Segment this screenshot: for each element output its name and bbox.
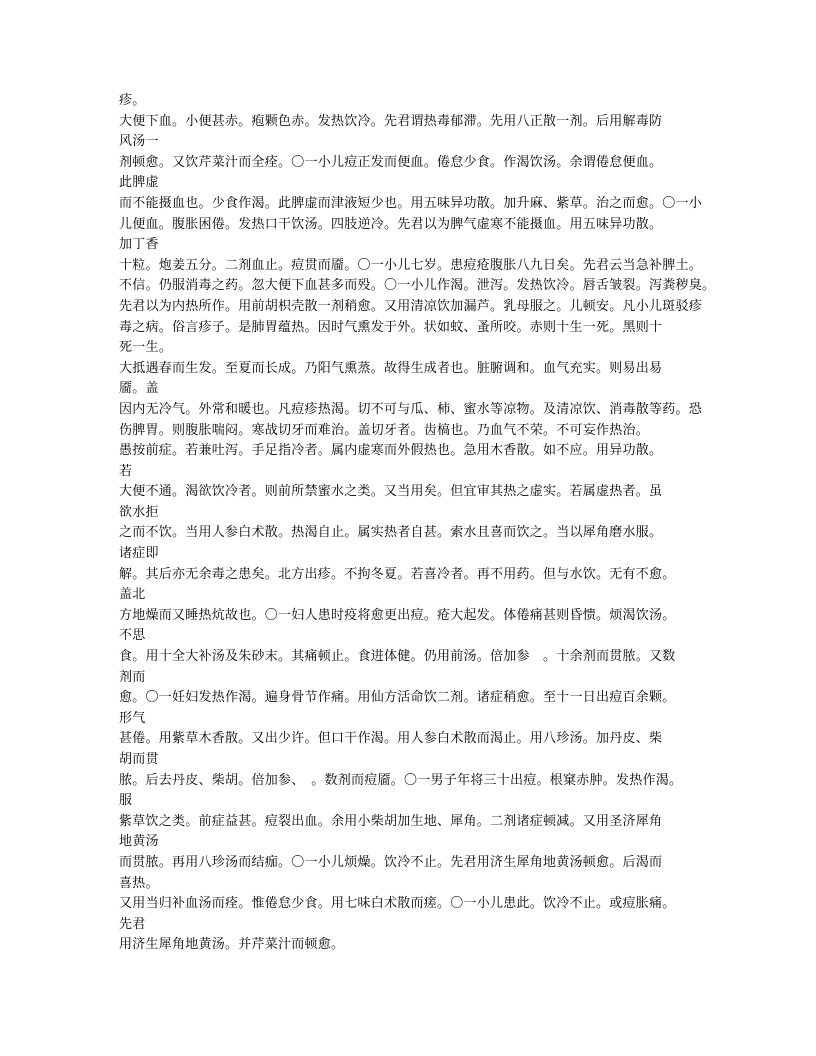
text-line: 紫草饮之类。前症益甚。痘裂出血。余用小柴胡加生地、犀角。二剂诸症顿减。又用圣济犀角: [119, 812, 663, 828]
text-line: 盖北: [119, 586, 146, 602]
text-line: 因内无冷气。外常和暖也。凡痘疹热渴。切不可与瓜、柿、蜜水等凉物。及清凉饮、消毒散等药。恐: [119, 400, 703, 416]
text-line: 先君以为内热所作。用前胡枳壳散一剂稍愈。又用清凉饮加漏芦。乳母服之。儿顿安。凡小儿斑驳疹: [119, 297, 703, 313]
text-line: 大便下血。小便甚赤。疱颗色赤。发热饮冷。先君谓热毒郁滞。先用八正散一剂。后用解毒防: [119, 112, 663, 128]
text-line: 伤脾胃。则腹胀喘闷。寒战切牙而难治。盖切牙者。齿槁也。乃血气不荣。不可妄作热治。: [119, 421, 650, 437]
text-line: 胡而贯: [119, 751, 159, 766]
text-line: 疹。: [119, 92, 146, 107]
text-line: 脓。后去丹皮、柴胡。倍加参、 。数剂而痘靥。〇一男子年将三十出痘。根窠赤肿。发热作渴。: [119, 771, 683, 787]
text-line: 食。用十全大补汤及朱砂末。其痛顿止。食进体健。仍用前汤。倍加参 。十余剂而贯脓。又数: [119, 648, 676, 664]
text-line: 死一生。: [119, 339, 173, 355]
text-line: 此脾虚: [119, 174, 159, 190]
text-line: 大便不通。渴欲饮冷者。则前所禁蜜水之类。又当用矣。但宜审其热之虚实。若属虚热者。虽: [119, 483, 663, 499]
text-line: 不信。仍服消毒之药。忽大便下血甚多而殁。〇一小儿作渴。泄泻。发热饮冷。唇舌皱裂。泻粪秽臭。: [119, 277, 716, 293]
text-line: 风汤一: [119, 133, 159, 149]
text-line: 欲水拒: [119, 503, 159, 519]
text-line: 不思: [119, 627, 146, 643]
text-line: 而贯脓。再用八珍汤而结痂。〇一小儿烦燥。饮冷不止。先君用济生犀角地黄汤顿愈。后渴而: [119, 853, 663, 869]
text-line: 愚按前症。若兼吐泻。手足指冷者。属内虚寒而外假热也。急用木香散。如不应。用异功散。: [119, 442, 663, 458]
text-line: 之而不饮。当用人参白术散。热渴自止。属实热者自甚。索水且喜而饮之。当以犀角磨水服。: [119, 524, 663, 540]
text-line: 剂而: [119, 668, 146, 684]
text-line: 喜热。: [119, 874, 159, 890]
text-line: 先君: [119, 915, 146, 931]
text-line: 愈。〇一妊妇发热作渴。遍身骨节作痛。用仙方活命饮二剂。诸症稍愈。至十一日出痘百余颗。: [119, 689, 676, 705]
text-line: 服: [119, 792, 133, 808]
text-block: [119, 90, 769, 955]
text-line: 形气: [119, 709, 146, 725]
text-line: 而不能摄血也。少食作渴。此脾虚而津液短少也。用五味异功散。加升麻、紫草。治之而愈。〇一小: [119, 194, 703, 210]
text-line: 甚倦。用紫草木香散。又出少许。但口干作渴。用人参白术散而渴止。用八珍汤。加丹皮、柴: [119, 730, 663, 746]
text-line: 大抵遇春而生发。至夏而长成。乃阳气熏蒸。故得生成者也。脏腑调和。血气充实。则易出易: [119, 359, 663, 375]
text-line: 又用当归补血汤而痊。惟倦怠少食。用七味白术散而瘥。〇一小儿患此。饮冷不止。或痘胀痛。: [119, 895, 676, 911]
text-line: 若: [119, 462, 133, 478]
text-line: 靥。盖: [119, 380, 159, 396]
text-line: 剂顿愈。又饮芹菜汁而全痊。〇一小儿痘正发而便血。倦怠少食。作渴饮汤。余谓倦怠便血。: [119, 153, 663, 169]
text-line: 加丁香: [119, 236, 159, 252]
text-line: 诸症即: [119, 545, 159, 561]
text-line: 用济生犀角地黄汤。并芹菜汁而顿愈。: [119, 936, 345, 952]
text-line: 方地燥而又睡热炕故也。〇一妇人患时疫将愈更出痘。疮大起发。体倦痛甚则昏愦。烦渴饮汤。: [119, 606, 676, 622]
text-line: 解。其后亦无余毒之患矣。北方出疹。不拘冬夏。若喜冷者。再不用药。但与水饮。无有不愈。: [119, 565, 676, 581]
text-line: 儿便血。腹胀困倦。发热口干饮汤。四肢逆冷。先君以为脾气虚寒不能摄血。用五味异功散。: [119, 215, 663, 231]
text-line: 地黄汤: [119, 833, 159, 849]
text-line: 毒之病。俗言疹子。是肺胃蕴热。因时气熏发于外。状如蚊、蚤所咬。赤则十生一死。黑则十: [119, 318, 663, 334]
text-line: 十粒。炮姜五分。二剂血止。痘贯而靥。〇一小儿七岁。患痘疮腹胀八九日矣。先君云当急补脾土。: [119, 256, 703, 272]
